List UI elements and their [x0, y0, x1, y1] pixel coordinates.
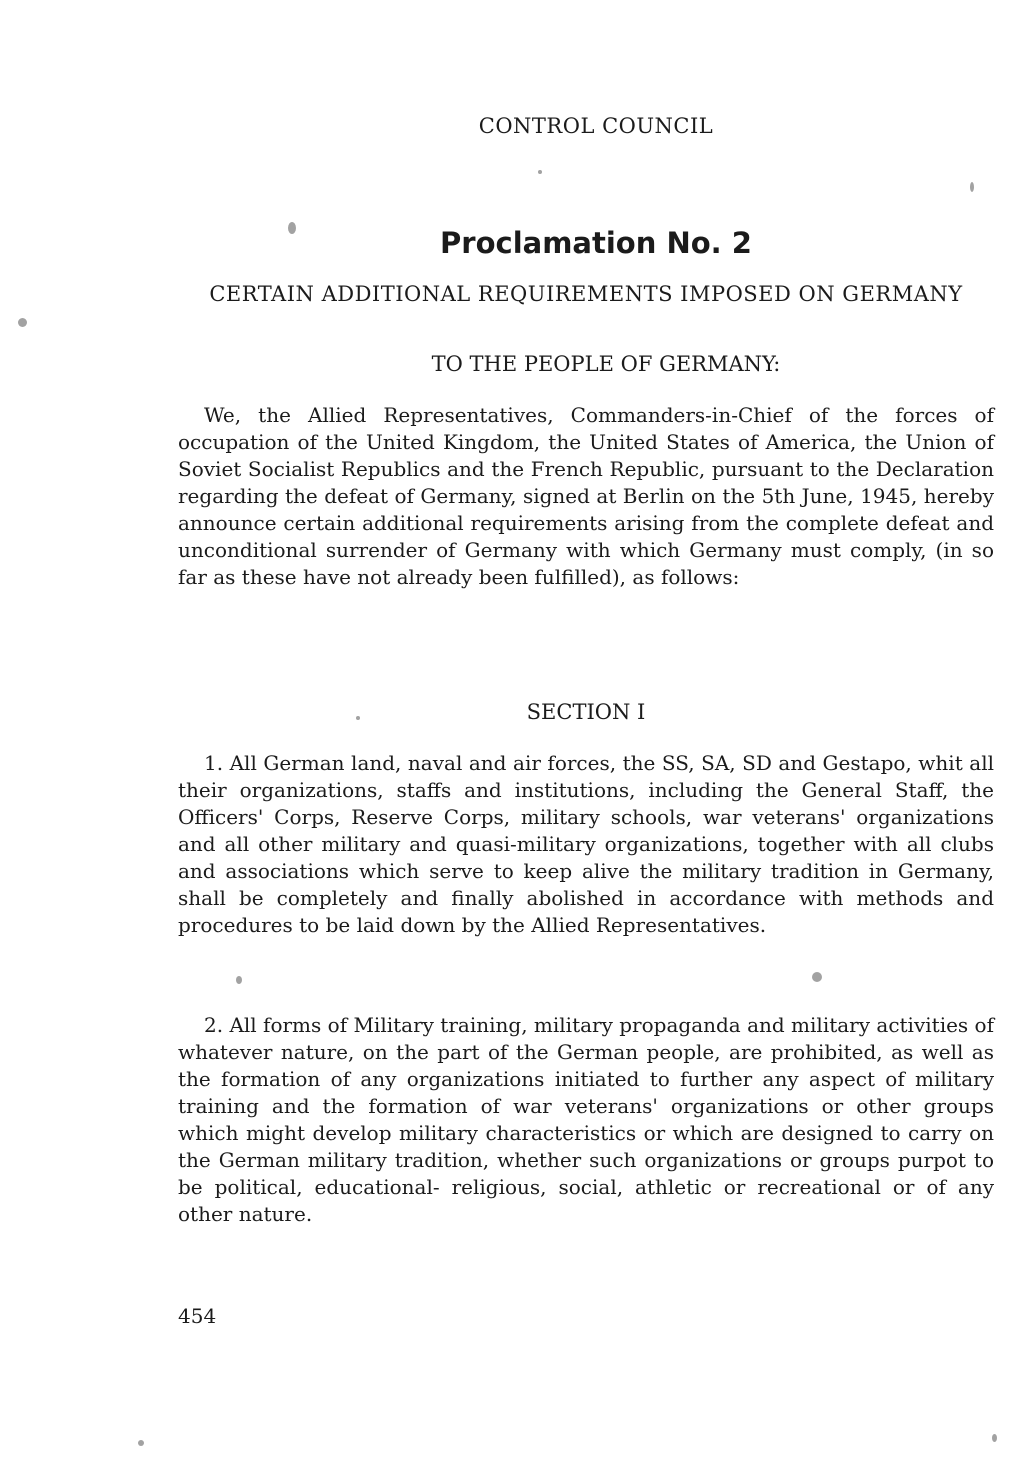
scan-speck	[970, 182, 974, 192]
council-header: CONTROL COUNCIL	[478, 114, 714, 138]
scan-speck	[18, 318, 27, 327]
section-item-1: 1. All German land, naval and air forces, the SS, SA, SD and Gestapo, whit all their organizations, staffs and institutions, including the General Staff, the Officers' Corps, Reserve Corps, military schools, war veterans' organizations and all other military and quasi-military organizations, together with all clubs and associations which serve to keep alive the military tradition in Germany, shall be completely and finally abolished in accordance with methods and procedures to be laid down by the Allied Representatives.	[178, 751, 994, 937]
intro-paragraph: We, the Allied Representatives, Commanders-in-Chief of the forces of occupation of the United Kingdom, the United States of America, the Union of Soviet Socialist Republics and the French Republic, pursuant to the Declaration regarding the defeat of Germany, signed at Berlin on the 5th June, 1945, hereby announce certain additional requirements arising from the complete defeat and unconditional surrender of Germany with which Germany must comply, (in so far as these have not already been fulfilled), as follows:	[178, 403, 994, 589]
page-number: 454	[178, 1304, 217, 1328]
scan-speck	[138, 1440, 144, 1446]
scan-speck	[236, 976, 242, 984]
proclamation-title: Proclamation No. 2	[440, 226, 752, 260]
proclamation-subtitle: CERTAIN ADDITIONAL REQUIREMENTS IMPOSED ON GERMANY	[209, 282, 963, 306]
scan-speck	[538, 170, 542, 174]
scan-speck	[288, 222, 296, 234]
section-item-2: 2. All forms of Military training, military propaganda and military activities of whatever nature, on the part of the German people, are prohibited, as well as the formation of any organizations initiated to further any aspect of military training and the formation of war veterans' organizations or other groups which might develop military characteristics or which are designed to carry on the German military tradition, whether such organizations or groups purpot to be political, educational- religious, social, athletic or recreational or of any other nature.	[178, 1013, 994, 1226]
scan-speck	[992, 1434, 997, 1442]
section-heading: SECTION I	[526, 700, 646, 724]
scan-speck	[356, 716, 360, 720]
scan-speck	[812, 972, 822, 982]
salutation: TO THE PEOPLE OF GERMANY:	[431, 352, 781, 376]
